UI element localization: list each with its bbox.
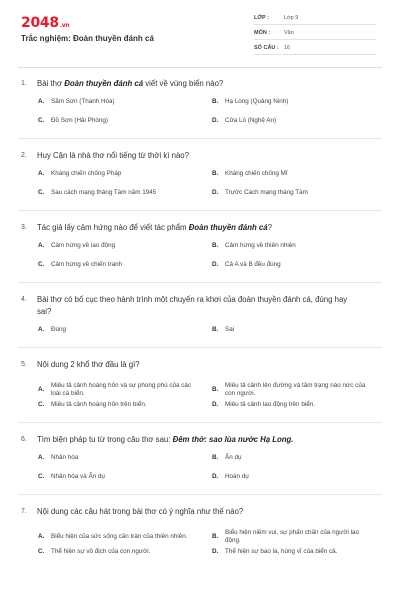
question-text: [0, 150, 400, 162]
option-text: Sầm Sơn (Thanh Hóa): [51, 98, 115, 105]
question-7: [0, 506, 400, 567]
question-separator: [18, 210, 382, 211]
option-letter: D.: [212, 548, 219, 555]
option-letter: C.: [38, 261, 45, 268]
meta-value: Lớp 9: [284, 15, 299, 21]
question-text: [0, 78, 400, 90]
answer-option[interactable]: [38, 117, 202, 136]
question-number: 1.: [21, 80, 27, 87]
question-text: [0, 434, 400, 446]
site-logo[interactable]: [21, 15, 69, 31]
question-number: 4.: [21, 296, 27, 303]
question-text: [0, 506, 400, 518]
option-text: Sai: [225, 326, 235, 333]
option-letter: C.: [38, 117, 45, 124]
question-separator: [18, 138, 382, 139]
question-separator: [18, 422, 382, 423]
question-emphasis: Đoàn thuyền đánh cá: [188, 223, 268, 232]
answer-option[interactable]: [38, 401, 202, 420]
answer-option[interactable]: [38, 379, 202, 401]
option-letter: B.: [212, 326, 219, 333]
question-text: [0, 359, 400, 371]
answer-option[interactable]: [38, 261, 202, 280]
question-text: [0, 294, 400, 318]
answer-option[interactable]: [38, 170, 202, 189]
question-3: [0, 222, 400, 280]
meta-value: Văn: [284, 30, 294, 36]
option-letter: B.: [212, 170, 219, 177]
answer-option[interactable]: [212, 454, 376, 473]
option-text: Ẩn dụ: [225, 454, 242, 461]
option-text: Hoán dụ: [225, 473, 249, 480]
option-letter: C.: [38, 548, 45, 555]
page-header: [0, 0, 400, 66]
option-letter: D.: [212, 189, 219, 196]
option-text: Kháng chiến chống Mĩ: [225, 170, 288, 177]
question-emphasis: Đêm thở: sao lùa nước Hạ Long.: [172, 435, 294, 444]
answer-option[interactable]: [212, 170, 376, 189]
answer-option[interactable]: [212, 473, 376, 492]
option-text: Miêu tả cảnh hoàng hôn và sự phong phú của các loài cá biển.: [51, 381, 192, 397]
option-letter: B.: [212, 454, 219, 461]
question-stem-end: ?: [267, 223, 272, 232]
question-stem: Huy Cận là nhà thơ nổi tiếng từ thời kì nào?: [37, 151, 189, 160]
option-text: Miêu tả cảnh lên đường và tâm trạng náo nức của con người.: [225, 381, 366, 397]
option-letter: B.: [212, 98, 219, 105]
meta-subject-row: [254, 27, 376, 40]
logo-text: 2048: [21, 15, 59, 31]
answer-option[interactable]: [212, 526, 376, 548]
answer-options: [0, 379, 400, 420]
answer-option[interactable]: [212, 98, 376, 117]
answer-option[interactable]: [38, 526, 202, 548]
meta-label: LỚP :: [254, 15, 269, 21]
option-letter: D.: [212, 261, 219, 268]
answer-options: [0, 326, 400, 345]
question-separator: [18, 494, 382, 495]
question-text: [0, 222, 400, 234]
meta-count-row: [254, 42, 376, 55]
option-text: Cảm hứng về thiên nhiên: [225, 242, 296, 249]
question-stem: Bài thơ: [37, 79, 65, 88]
option-text: Hạ Long (Quảng Ninh): [225, 98, 289, 105]
option-text: Đúng: [51, 326, 67, 333]
option-text: Biểu hiện của sức sống căn tràn của thiên nhiên.: [51, 532, 188, 540]
option-text: Biểu hiện niềm vui, sự phấn chấn của người lao động.: [225, 528, 360, 544]
question-number: 2.: [21, 152, 27, 159]
quiz-title: Trắc nghiệm: Đoàn thuyền đánh cá: [21, 34, 154, 43]
answer-option[interactable]: [38, 548, 202, 567]
answer-option[interactable]: [212, 379, 376, 401]
option-letter: A.: [38, 326, 45, 333]
meta-label: SỐ CÂU :: [254, 45, 279, 51]
option-text: Cảm hứng về lao động: [51, 242, 116, 249]
answer-option[interactable]: [38, 454, 202, 473]
question-4: [0, 294, 400, 345]
answer-option[interactable]: [38, 473, 202, 492]
meta-class-row: [254, 12, 376, 25]
option-letter: B.: [212, 385, 219, 393]
question-1: [0, 78, 400, 136]
question-2: [0, 150, 400, 208]
question-6: [0, 434, 400, 492]
option-letter: A.: [38, 242, 45, 249]
option-letter: C.: [38, 189, 45, 196]
option-text: Miêu tả cảnh lao động trên biển.: [225, 401, 315, 408]
answer-options: [0, 454, 400, 492]
answer-options: [0, 170, 400, 208]
answer-option[interactable]: [212, 117, 376, 136]
question-stem: Nội dung 2 khổ thơ đầu là gì?: [37, 360, 140, 369]
question-stem: Bài thơ có bố cục theo hành trình một chuyến ra khơi của đoàn thuyền đánh cá, đúng hay sai?: [37, 295, 348, 316]
option-text: Nhân hóa và Ẩn dụ: [51, 473, 105, 480]
answer-options: [0, 526, 400, 567]
option-letter: C.: [38, 473, 45, 480]
option-letter: A.: [38, 170, 45, 177]
logo-tld: .vn: [59, 22, 70, 29]
question-number: 5.: [21, 361, 27, 368]
question-number: 6.: [21, 436, 27, 443]
option-text: Miêu tả cảnh hoàng hôn trên biển.: [51, 401, 147, 408]
option-letter: B.: [212, 242, 219, 249]
option-text: Sau cách mạng tháng Tám năm 1945: [51, 189, 157, 196]
option-text: Thể hiện sự bao la, hùng vĩ của biển cả.: [225, 548, 338, 555]
option-text: Cửa Lò (Nghệ An): [225, 117, 277, 124]
answer-option[interactable]: [38, 189, 202, 208]
question-emphasis: Đoàn thuyền đánh cá: [64, 79, 144, 88]
option-letter: A.: [38, 532, 45, 540]
question-stem: Nội dung các câu hát trong bài thơ có ý nghĩa như thế nào?: [37, 507, 244, 516]
question-stem: Tác giả lấy cảm hứng nào để viết tác phẩm: [37, 223, 189, 232]
option-text: Đồ Sơn (Hải Phòng): [51, 117, 108, 124]
answer-option[interactable]: [38, 242, 202, 261]
question-separator: [18, 282, 382, 283]
header-divider: [18, 67, 382, 68]
answer-option[interactable]: [38, 326, 202, 345]
question-number: 3.: [21, 224, 27, 231]
option-letter: A.: [38, 98, 45, 105]
option-letter: D.: [212, 473, 219, 480]
option-text: Thể hiện sự vô địch của con người.: [51, 548, 151, 555]
option-letter: A.: [38, 454, 45, 461]
answer-option[interactable]: [38, 98, 202, 117]
option-text: Kháng chiến chống Pháp: [51, 170, 122, 177]
question-stem-end: viết về vùng biển nào?: [143, 79, 224, 88]
answer-option[interactable]: [212, 261, 376, 280]
answer-option[interactable]: [212, 189, 376, 208]
question-list: [0, 78, 400, 567]
answer-option[interactable]: [212, 401, 376, 420]
option-text: Cảm hứng về chiến tranh: [51, 261, 123, 268]
question-stem: Tìm biện pháp tu từ trong câu thơ sau:: [37, 435, 173, 444]
option-text: Trước Cách mạng tháng Tám: [225, 189, 308, 196]
option-text: Nhân hóa: [51, 454, 79, 461]
option-text: Cả A và B đều đúng: [225, 261, 281, 268]
option-letter: D.: [212, 117, 219, 124]
option-letter: B.: [212, 532, 219, 540]
question-number: 7.: [21, 508, 27, 515]
meta-label: MÔN :: [254, 30, 271, 36]
answer-options: [0, 242, 400, 280]
option-letter: D.: [212, 401, 219, 408]
question-separator: [18, 347, 382, 348]
answer-option[interactable]: [212, 548, 376, 567]
answer-options: [0, 98, 400, 136]
answer-option[interactable]: [212, 242, 376, 261]
option-letter: A.: [38, 385, 45, 393]
option-letter: C.: [38, 401, 45, 408]
answer-option[interactable]: [212, 326, 376, 345]
meta-value: 16: [284, 45, 291, 51]
question-5: [0, 359, 400, 420]
